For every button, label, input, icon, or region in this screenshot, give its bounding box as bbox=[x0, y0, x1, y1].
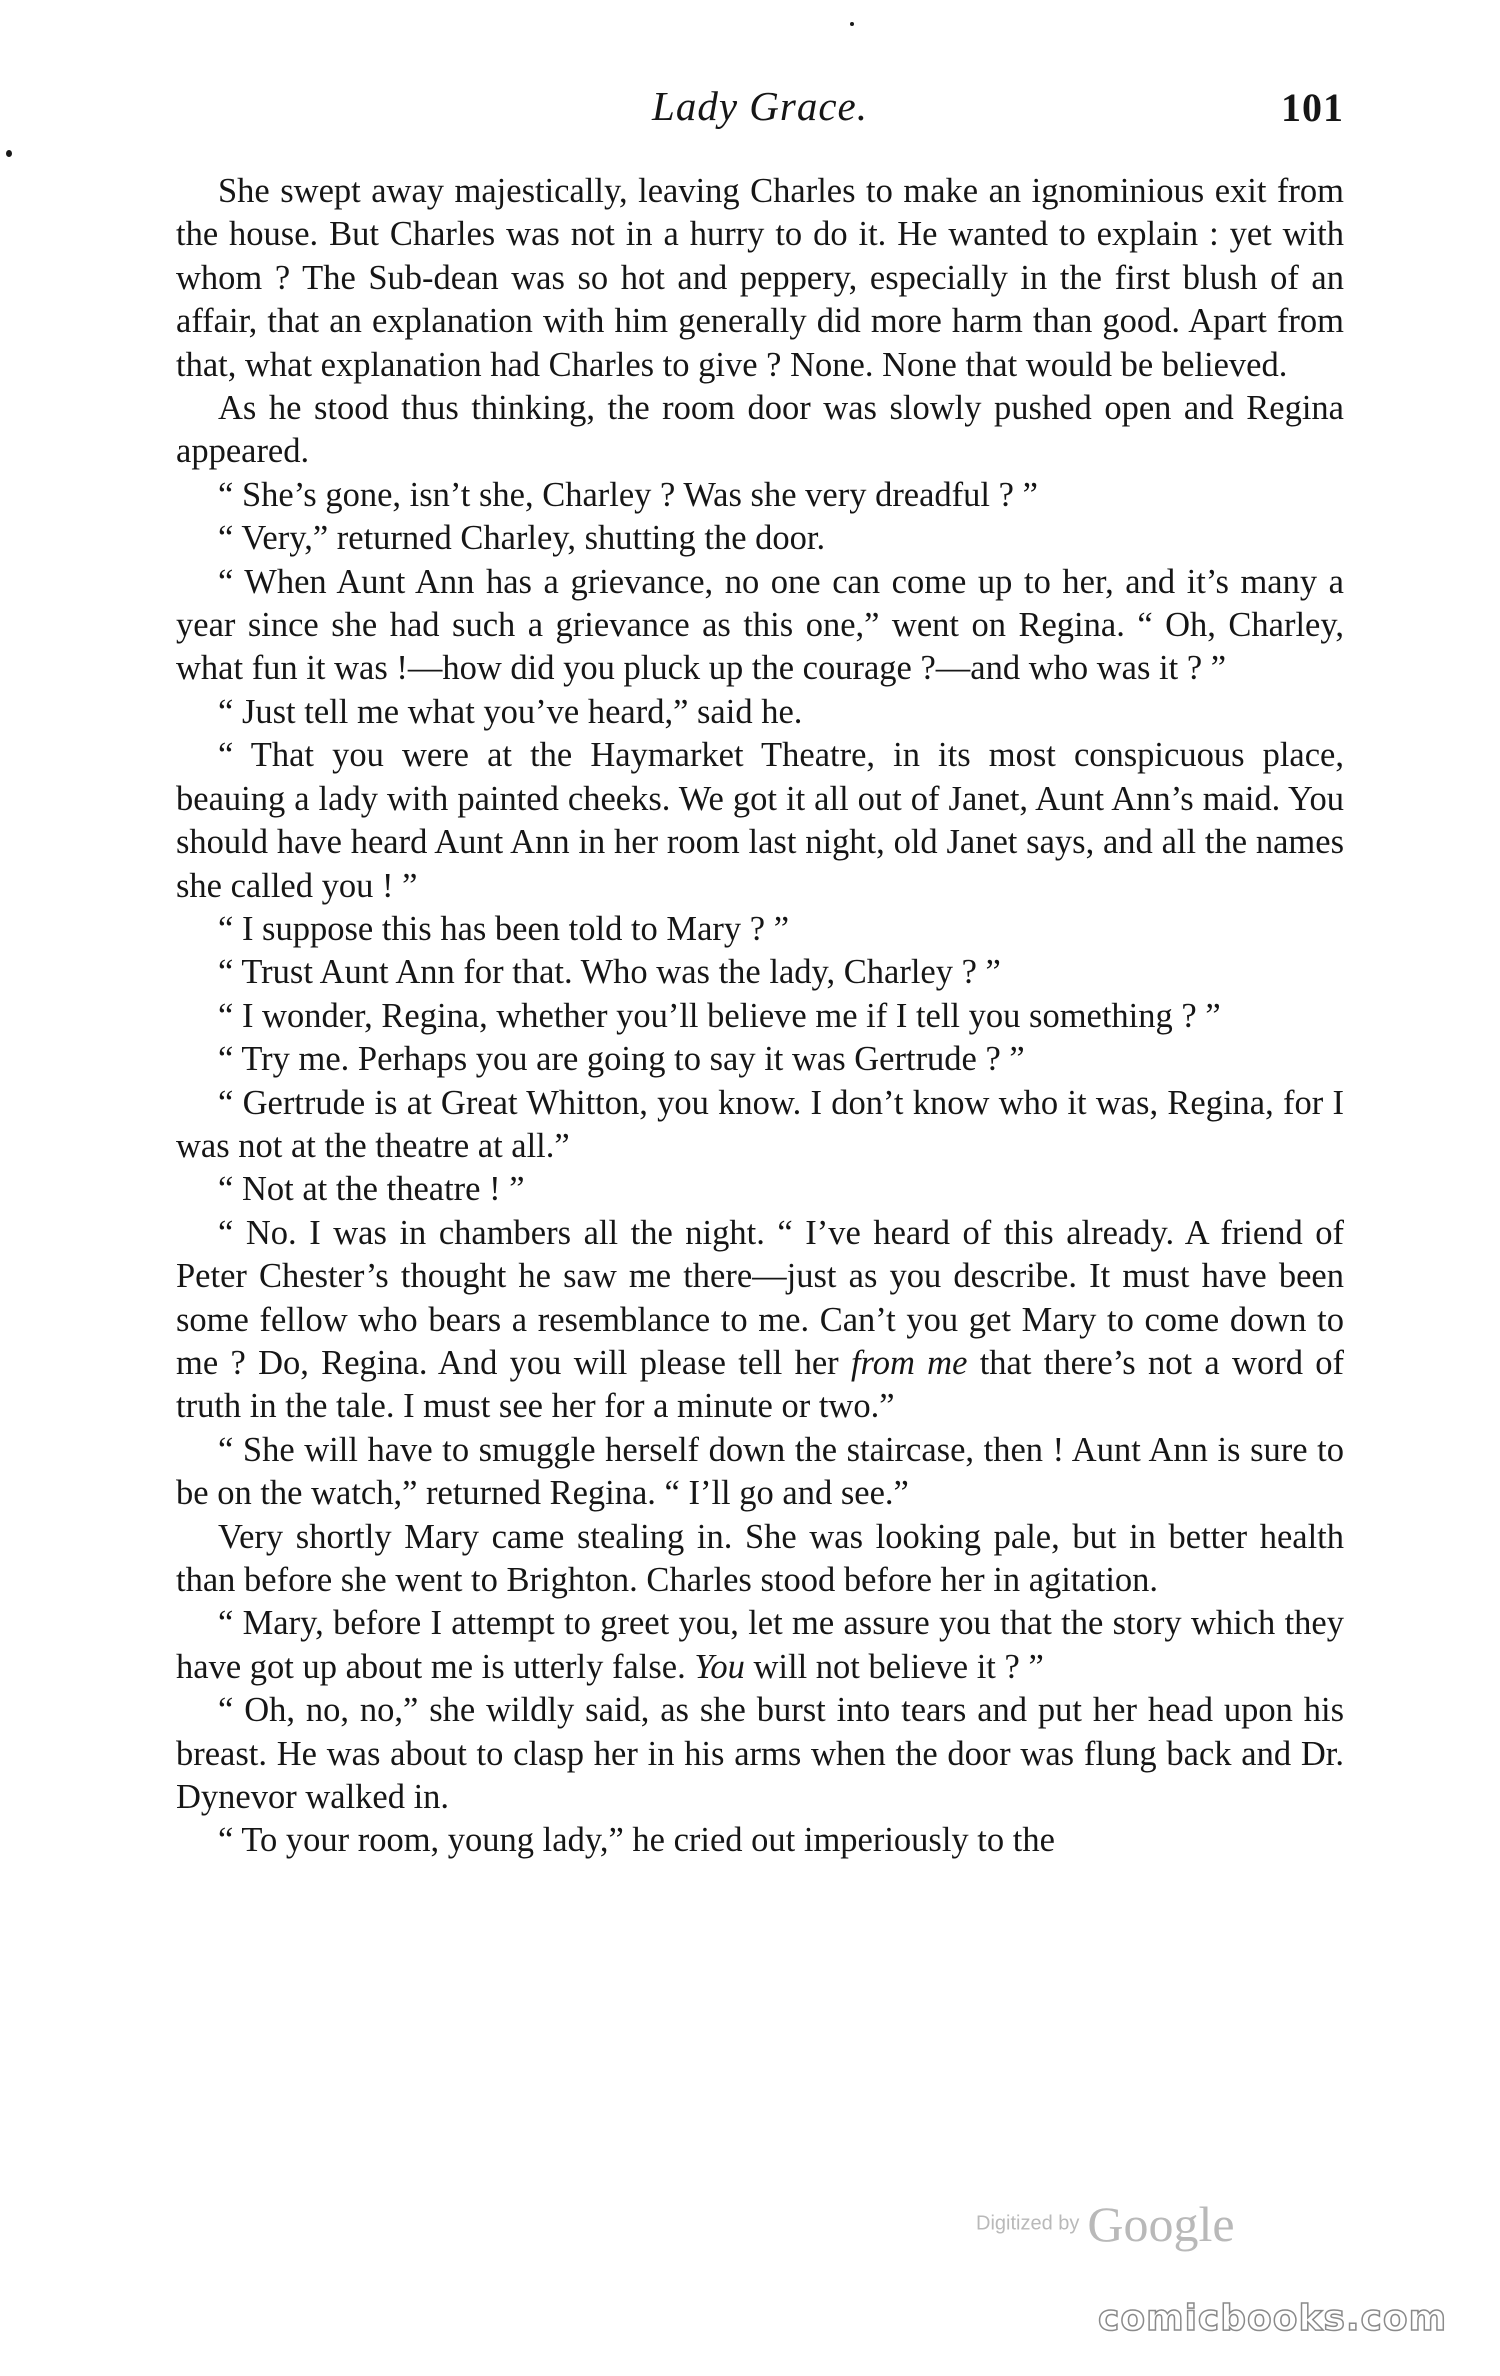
paragraph-text: “ Gertrude is at Great Whitton, you know. I don’t know who it was, Regina, for I was not at the theatre at all.” bbox=[176, 1083, 1344, 1165]
paragraph bbox=[176, 691, 1344, 734]
paragraph-text: “ Not at the theatre ! ” bbox=[218, 1170, 525, 1209]
google-watermark bbox=[976, 2195, 1235, 2253]
paragraph-text: “ She will have to smuggle herself down the staircase, then ! Aunt Ann is sure to be on the watch,” returned Regina. “ I’ll go and see.” bbox=[176, 1430, 1344, 1513]
paragraph bbox=[176, 734, 1344, 908]
paragraph bbox=[176, 995, 1344, 1038]
google-logo: Google bbox=[1087, 2196, 1235, 2252]
paragraph-text: “ No. I was in chambers all the night. “ I’ve heard of this already. A friend of Peter Chester’s thought he saw me there—just as you describe. It must have been some fellow who bears a resemblance to me. Can’t you get Mary to come down to me ? Do, Regina. And you will please tell her bbox=[176, 1213, 1344, 1382]
paragraph-text: “ That you were at the Haymarket Theatre, in its most conspicuous place, beauing a lady with painted cheeks. We got it all out of Janet, Aunt Ann’s maid. You should have heard Aunt Ann in her room last night, old Janet says, and all the names she called you ! ” bbox=[176, 736, 1344, 905]
paragraph bbox=[176, 1038, 1344, 1081]
paragraph bbox=[176, 1212, 1344, 1429]
paragraph bbox=[176, 1082, 1344, 1169]
paragraph bbox=[176, 1602, 1344, 1689]
paragraph-text: “ When Aunt Ann has a grievance, no one can come up to her, and it’s many a year since she had such a grievance as this one,” went on Regina. “ Oh, Charley, what fun it was !—how did you pluck up the courage ?—and who was it ? ” bbox=[176, 562, 1344, 688]
paragraph bbox=[176, 951, 1344, 994]
paragraph bbox=[176, 387, 1344, 474]
paragraph bbox=[176, 474, 1344, 517]
digitized-by-label: Digitized by bbox=[976, 2212, 1080, 2235]
site-watermark: comicbooks.com bbox=[1098, 2298, 1448, 2339]
running-header bbox=[176, 82, 1344, 138]
page-speck-left bbox=[6, 150, 12, 157]
paragraph-text: “ Oh, no, no,” she wildly said, as she burst into tears and put her head upon his breast. He was about to clasp her in his arms when the door was flung back and Dr. Dynevor walked in. bbox=[176, 1691, 1344, 1817]
page-speck-top bbox=[850, 22, 854, 26]
page-number: 101 bbox=[1281, 85, 1344, 130]
paragraph-text: “ I wonder, Regina, whether you’ll believe me if I tell you something ? ” bbox=[218, 996, 1221, 1035]
paragraph bbox=[176, 908, 1344, 951]
emphasis-text: You bbox=[694, 1647, 745, 1686]
paragraph bbox=[176, 1516, 1344, 1603]
body-text bbox=[176, 170, 1344, 1863]
paragraph-text: “ Just tell me what you’ve heard,” said he. bbox=[218, 692, 803, 731]
paragraph-text: She swept away majestically, leaving Charles to make an ignominious exit from the house. But Charles was not in a hurry to do it. He wanted to explain : yet with whom ? The Sub-dean was so hot and peppery, especially in the first blush of an affair, that an explanation with him generally did more harm than good. Apart from that, what explanation had Charles to give ? None. None that would be believed. bbox=[176, 172, 1344, 384]
paragraph-text: “ Very,” returned Charley, shutting the door. bbox=[218, 519, 826, 558]
paragraph bbox=[176, 1819, 1344, 1862]
paragraph-text: “ Mary, before I attempt to greet you, let me assure you that the story which they have got up about me is utterly false. bbox=[176, 1604, 1344, 1686]
paragraph-text: that there’s not a word of truth in the tale. I must see her for a minute or two.” bbox=[176, 1343, 1345, 1426]
paragraph-text: “ I suppose this has been told to Mary ? ” bbox=[218, 909, 790, 948]
running-title: Lady Grace. bbox=[652, 83, 868, 129]
paragraph bbox=[176, 561, 1344, 691]
paragraph bbox=[176, 517, 1344, 560]
paragraph-text: “ She’s gone, isn’t she, Charley ? Was she very dreadful ? ” bbox=[218, 475, 1038, 514]
paragraph bbox=[176, 1168, 1344, 1211]
paragraph-text: will not believe it ? ” bbox=[744, 1647, 1044, 1686]
paragraph-text: As he stood thus thinking, the room door was slowly pushed open and Regina appeared. bbox=[176, 389, 1344, 471]
paragraph bbox=[176, 170, 1344, 387]
paragraph bbox=[176, 1689, 1344, 1819]
emphasis-text: from me bbox=[850, 1343, 968, 1382]
paragraph-text: “ Try me. Perhaps you are going to say it was Gertrude ? ” bbox=[218, 1040, 1025, 1079]
paragraph-text: Very shortly Mary came stealing in. She was looking pale, but in better health than before she went to Brighton. Charles stood before her in agitation. bbox=[176, 1517, 1344, 1599]
paragraph-text: “ To your room, young lady,” he cried out imperiously to the bbox=[218, 1821, 1055, 1860]
paragraph-text: “ Trust Aunt Ann for that. Who was the lady, Charley ? ” bbox=[218, 953, 1001, 992]
paragraph bbox=[176, 1429, 1344, 1516]
